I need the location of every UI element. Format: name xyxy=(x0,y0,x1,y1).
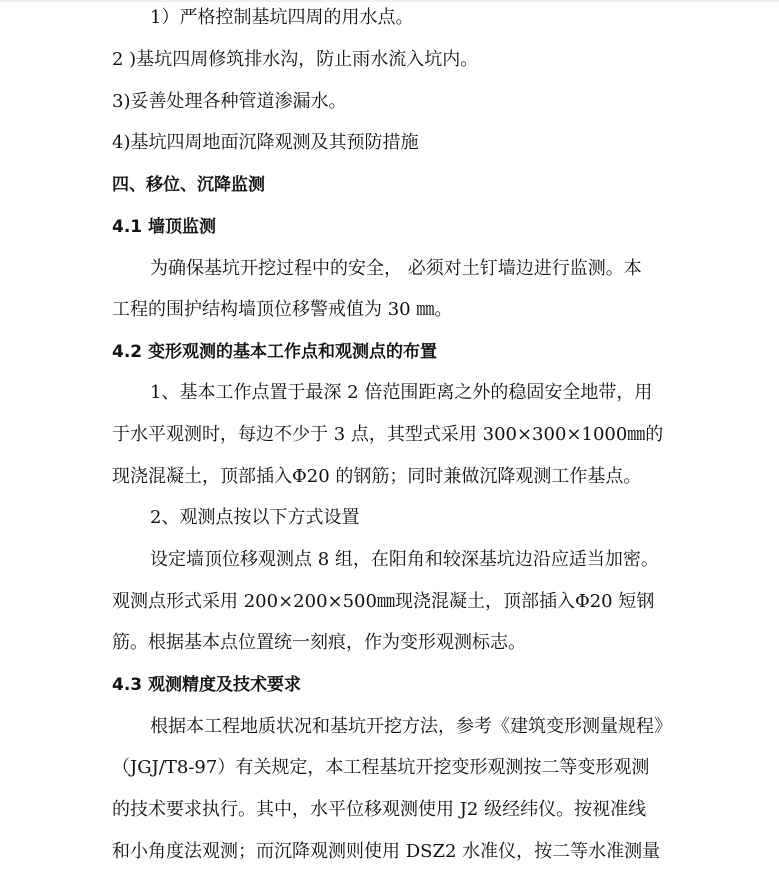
section-4-2-paragraph-line: 设定墙顶位移观测点 8 组，在阳角和较深基坑边沿应适当加密。 xyxy=(150,549,659,570)
section-4-3-paragraph-line: 根据本工程地质状况和基坑开挖方法，参考《建筑变形测量规程》 xyxy=(150,716,672,737)
section-4-3-heading: 4.3 观测精度及技术要求 xyxy=(112,675,302,695)
section-4-1-paragraph-line: 工程的围护结构墙顶位移警戒值为 30 ㎜。 xyxy=(112,299,453,320)
section-4-2-paragraph-line: 2、观测点按以下方式设置 xyxy=(150,507,360,528)
section-4-3-paragraph-line: （JGJ/T8-97）有关规定，本工程基坑开挖变形观测按二等变形观测 xyxy=(112,757,650,778)
section-4-heading: 四、移位、沉降监测 xyxy=(112,175,265,195)
section-4-2-paragraph-line: 于水平观测时，每边不少于 3 点，其型式采用 300×300×1000㎜的 xyxy=(112,424,664,445)
section-4-3-paragraph-line: 和小角度法观测；而沉降观测则使用 DSZ2 水准仪，按二等水准测量 xyxy=(112,841,661,862)
section-4-2-paragraph-line: 观测点形式采用 200×200×500㎜现浇混凝土，顶部插入Φ20 短钢 xyxy=(112,591,655,612)
list-item-2: 2 )基坑四周修筑排水沟，防止雨水流入坑内。 xyxy=(112,49,479,70)
section-4-2-paragraph-line: 现浇混凝土，顶部插入Φ20 的钢筋；同时兼做沉降观测工作基点。 xyxy=(112,466,642,487)
section-4-2-paragraph-line: 1、基本工作点置于最深 2 倍范围距离之外的稳固安全地带，用 xyxy=(150,382,653,403)
section-4-1-heading: 4.1 墙顶监测 xyxy=(112,217,217,237)
list-item-1: 1）严格控制基坑四周的用水点。 xyxy=(150,7,414,28)
list-item-3: 3)妥善处理各种管道渗漏水。 xyxy=(112,91,347,112)
section-4-1-paragraph-line: 为确保基坑开挖过程中的安全， 必须对土钉墙边进行监测。本 xyxy=(150,258,642,279)
list-item-4: 4)基坑四周地面沉降观测及其预防措施 xyxy=(112,132,419,153)
section-4-3-paragraph-line: 的技术要求执行。其中，水平位移观测使用 J2 级经纬仪。按视准线 xyxy=(112,799,647,820)
page-top-edge xyxy=(0,0,779,2)
section-4-2-heading: 4.2 变形观测的基本工作点和观测点的布置 xyxy=(112,342,438,362)
section-4-2-paragraph-line: 筋。根据基本点位置统一刻痕，作为变形观测标志。 xyxy=(112,632,526,653)
